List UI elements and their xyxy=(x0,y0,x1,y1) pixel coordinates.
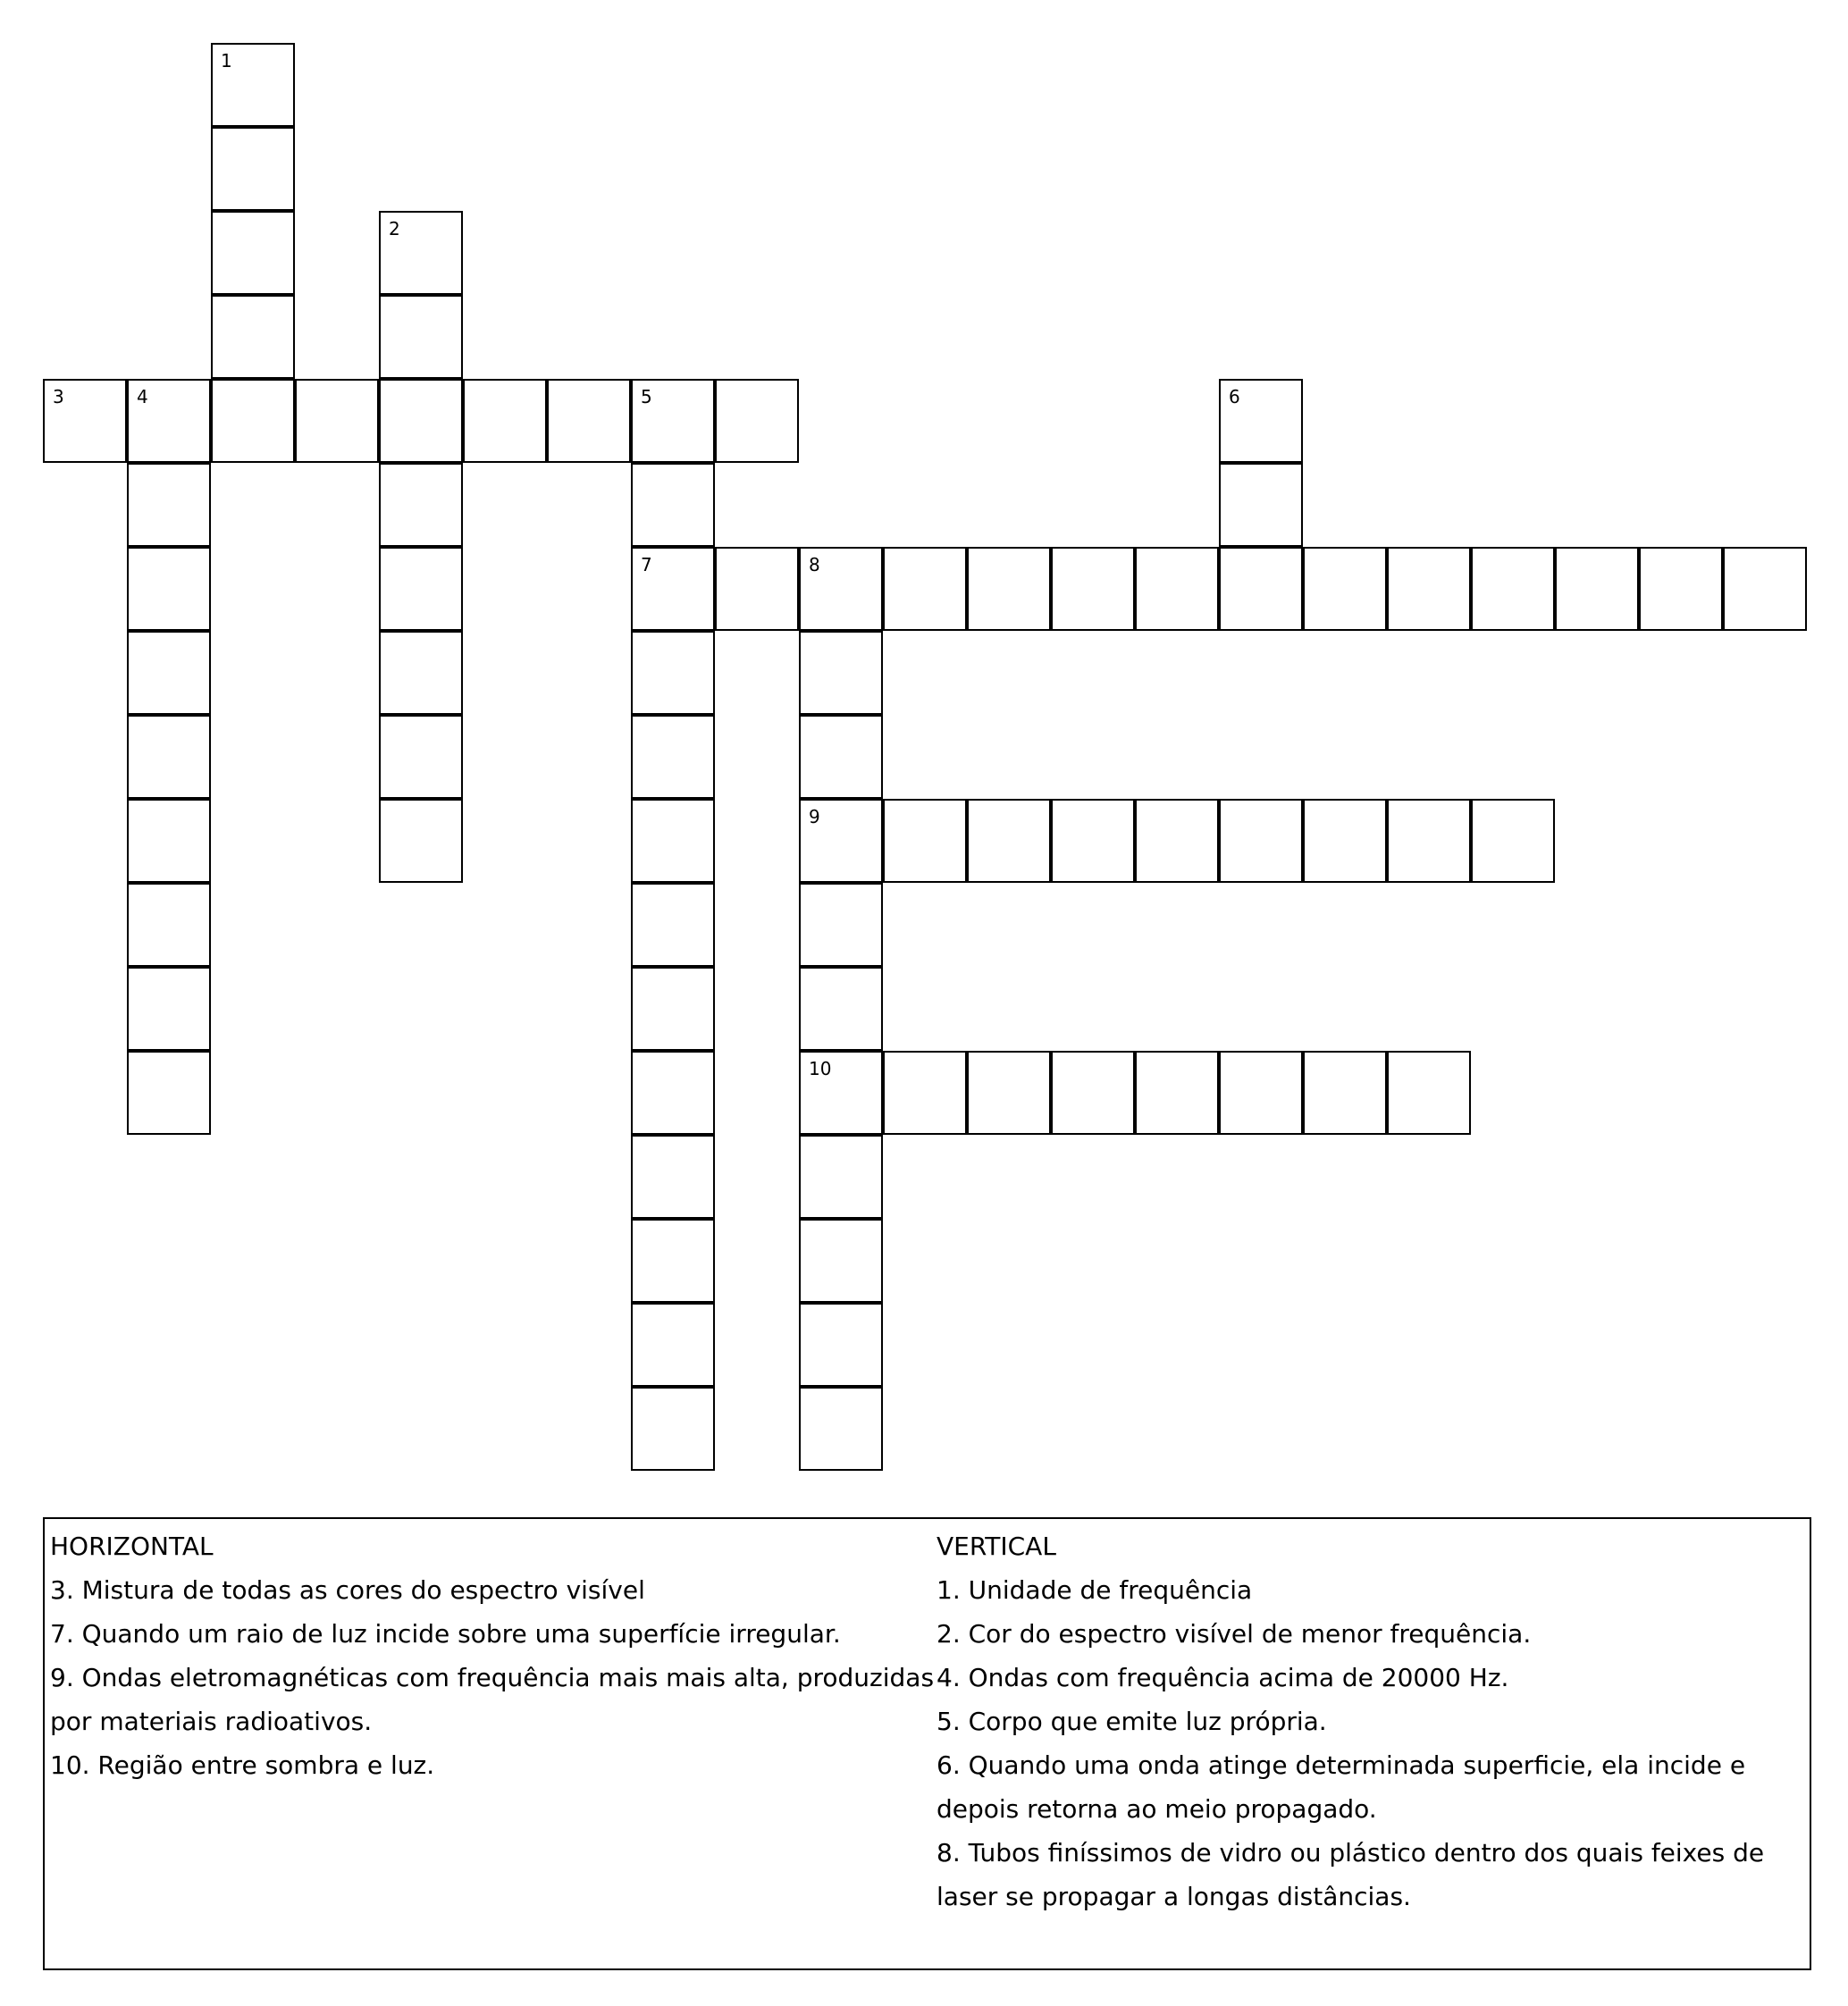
grid-cell[interactable] xyxy=(631,1387,715,1471)
clue-number-5: 5 xyxy=(641,386,652,407)
grid-cell[interactable] xyxy=(799,1135,883,1219)
grid-cell[interactable] xyxy=(379,547,463,631)
grid-cell[interactable] xyxy=(799,1303,883,1387)
grid-cell[interactable] xyxy=(715,547,799,631)
grid-cell[interactable] xyxy=(547,379,631,463)
clue-number-6: 6 xyxy=(1229,386,1240,407)
grid-cell[interactable] xyxy=(799,967,883,1051)
grid-cell[interactable] xyxy=(1387,1051,1471,1135)
grid-cell[interactable] xyxy=(211,295,295,379)
grid-cell[interactable] xyxy=(631,379,715,463)
clue-number-2: 2 xyxy=(389,218,400,239)
clue-number-8: 8 xyxy=(809,554,820,575)
grid-cell[interactable] xyxy=(1387,799,1471,883)
vertical-title: VERTICAL xyxy=(937,1532,1056,1561)
grid-cell[interactable] xyxy=(1471,799,1555,883)
grid-cell[interactable] xyxy=(379,463,463,547)
grid-cell[interactable] xyxy=(883,799,967,883)
vertical-clues xyxy=(937,1524,1803,1918)
grid-cell[interactable] xyxy=(379,295,463,379)
grid-cell[interactable] xyxy=(1051,547,1135,631)
grid-cell[interactable] xyxy=(1219,1051,1303,1135)
clue-horizontal-10: 10. Região entre sombra e luz. xyxy=(50,1750,435,1780)
grid-cell[interactable] xyxy=(799,1219,883,1303)
grid-cell[interactable] xyxy=(1303,547,1387,631)
grid-cell[interactable] xyxy=(631,1051,715,1135)
grid-cell[interactable] xyxy=(1639,547,1723,631)
grid-cell[interactable] xyxy=(799,547,883,631)
grid-cell[interactable] xyxy=(1723,547,1807,631)
clue-vertical-2: 2. Cor do espectro visível de menor frequência. xyxy=(937,1619,1532,1649)
grid-cell[interactable] xyxy=(883,547,967,631)
grid-cell[interactable] xyxy=(1303,1051,1387,1135)
grid-cell[interactable] xyxy=(379,379,463,463)
grid-cell[interactable] xyxy=(127,463,211,547)
horizontal-clues xyxy=(50,1524,935,1787)
grid-cell[interactable] xyxy=(1471,547,1555,631)
grid-cell[interactable] xyxy=(211,211,295,295)
grid-cell[interactable] xyxy=(211,43,295,127)
grid-cell[interactable] xyxy=(715,379,799,463)
grid-cell[interactable] xyxy=(1219,547,1303,631)
grid-cell[interactable] xyxy=(631,1135,715,1219)
clue-vertical-8: 8. Tubos finíssimos de vidro ou plástico dentro dos quais feixes de laser se propagar a longas distâncias. xyxy=(937,1838,1765,1911)
grid-cell[interactable] xyxy=(799,1387,883,1471)
grid-cell[interactable] xyxy=(799,715,883,799)
grid-cell[interactable] xyxy=(127,379,211,463)
clue-horizontal-9: 9. Ondas eletromagnéticas com frequência mais mais alta, produzidas por materiais radioativos. xyxy=(50,1663,935,1736)
grid-cell[interactable] xyxy=(883,1051,967,1135)
grid-cell[interactable] xyxy=(967,547,1051,631)
horizontal-title: HORIZONTAL xyxy=(50,1532,214,1561)
grid-cell[interactable] xyxy=(1135,799,1219,883)
grid-cell[interactable] xyxy=(379,631,463,715)
grid-cell[interactable] xyxy=(1219,463,1303,547)
grid-cell[interactable] xyxy=(127,631,211,715)
grid-cell[interactable] xyxy=(379,715,463,799)
grid-cell[interactable] xyxy=(127,1051,211,1135)
grid-cell[interactable] xyxy=(43,379,127,463)
grid-cell[interactable] xyxy=(799,1051,883,1135)
grid-cell[interactable] xyxy=(1219,379,1303,463)
grid-cell[interactable] xyxy=(127,799,211,883)
grid-cell[interactable] xyxy=(799,883,883,967)
grid-cell[interactable] xyxy=(127,715,211,799)
grid-cell[interactable] xyxy=(631,883,715,967)
grid-cell[interactable] xyxy=(1135,547,1219,631)
clue-number-10: 10 xyxy=(809,1058,832,1079)
grid-cell[interactable] xyxy=(631,1219,715,1303)
clue-horizontal-3: 3. Mistura de todas as cores do espectro visível xyxy=(50,1575,645,1605)
grid-cell[interactable] xyxy=(379,211,463,295)
grid-cell[interactable] xyxy=(1219,799,1303,883)
clue-vertical-5: 5. Corpo que emite luz própria. xyxy=(937,1707,1327,1736)
grid-cell[interactable] xyxy=(379,799,463,883)
grid-cell[interactable] xyxy=(1303,799,1387,883)
grid-cell[interactable] xyxy=(631,967,715,1051)
clue-number-1: 1 xyxy=(221,50,232,71)
grid-cell[interactable] xyxy=(463,379,547,463)
grid-cell[interactable] xyxy=(631,463,715,547)
grid-cell[interactable] xyxy=(631,799,715,883)
clue-vertical-4: 4. Ondas com frequência acima de 20000 Hz. xyxy=(937,1663,1509,1692)
clue-number-4: 4 xyxy=(137,386,148,407)
grid-cell[interactable] xyxy=(1555,547,1639,631)
grid-cell[interactable] xyxy=(1387,547,1471,631)
grid-cell[interactable] xyxy=(967,799,1051,883)
grid-cell[interactable] xyxy=(1051,1051,1135,1135)
grid-cell[interactable] xyxy=(211,127,295,211)
grid-cell[interactable] xyxy=(799,799,883,883)
clue-number-7: 7 xyxy=(641,554,652,575)
grid-cell[interactable] xyxy=(631,1303,715,1387)
clue-number-9: 9 xyxy=(809,806,820,827)
grid-cell[interactable] xyxy=(295,379,379,463)
grid-cell[interactable] xyxy=(127,967,211,1051)
grid-cell[interactable] xyxy=(1051,799,1135,883)
grid-cell[interactable] xyxy=(631,631,715,715)
grid-cell[interactable] xyxy=(631,547,715,631)
grid-cell[interactable] xyxy=(967,1051,1051,1135)
grid-cell[interactable] xyxy=(127,547,211,631)
clue-vertical-1: 1. Unidade de frequência xyxy=(937,1575,1253,1605)
grid-cell[interactable] xyxy=(211,379,295,463)
grid-cell[interactable] xyxy=(127,883,211,967)
grid-cell[interactable] xyxy=(1135,1051,1219,1135)
grid-cell[interactable] xyxy=(631,715,715,799)
grid-cell[interactable] xyxy=(799,631,883,715)
clue-vertical-6: 6. Quando uma onda atinge determinada superficie, ela incide e depois retorna ao meio propagado. xyxy=(937,1750,1746,1824)
clues-box xyxy=(43,1517,1811,1970)
clue-horizontal-7: 7. Quando um raio de luz incide sobre uma superfície irregular. xyxy=(50,1619,841,1649)
clue-number-3: 3 xyxy=(53,386,64,407)
